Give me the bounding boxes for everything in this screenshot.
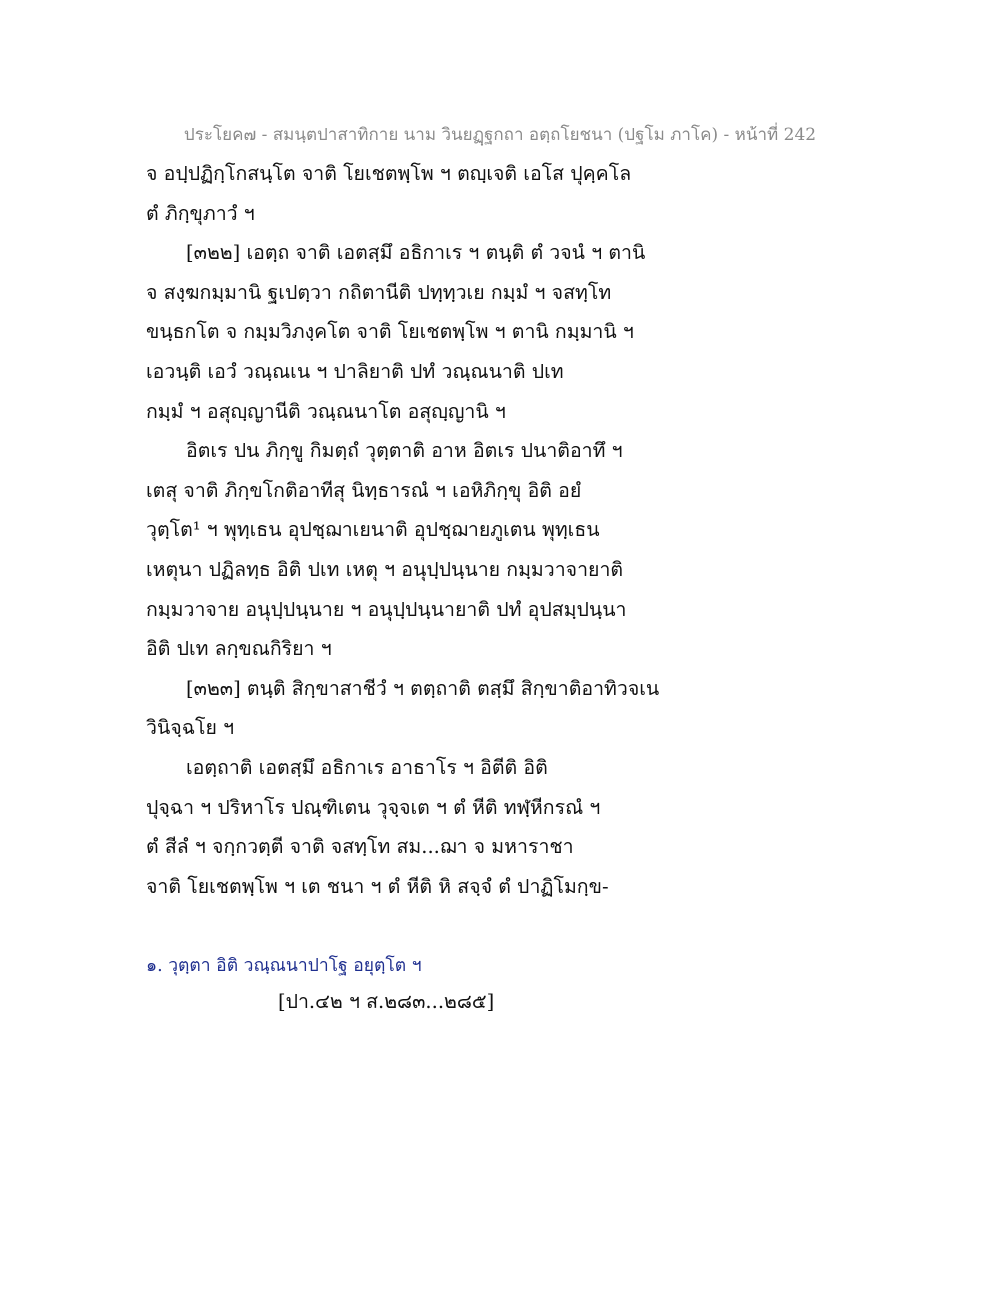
text-line: เหตุนา ปฏิลทฺธ อิติ ปเท เหตุ ฯ อนุปฺปนฺนาย กมฺมวาจายาติ <box>146 557 624 581</box>
text-line: วุตฺโต¹ ฯ พุทฺเธน อุปชฺฌาเยนาติ อุปชฺฌายภูเตน พุทฺเธน <box>146 518 600 542</box>
text-line: กมฺมวาจาย อนุปฺปนฺนาย ฯ อนุปฺปนฺนายาติ ปทํ อุปสมฺปนฺนา <box>146 597 627 621</box>
text-line: จ อปฺปฏิกฺโกสนฺโต จาติ โยเชตพฺโพ ฯ ตญฺเจติ เอโส ปุคฺคโล <box>146 162 632 185</box>
main-text <box>146 154 706 906</box>
text-line: ตํ ภิกฺขุภาวํ ฯ <box>146 201 255 225</box>
text-line: เตสุ จาติ ภิกฺขโกติอาทีสุ นิทฺธารณํ ฯ เอหิภิกฺขุ อิติ อยํ <box>146 478 582 502</box>
paragraph-start: เอตฺถาติ เอตสฺมึ อธิกาเร อาธาโร ฯ อิตีติ อิติ <box>186 755 548 779</box>
text-line: อิติ ปเท ลกฺขณกิริยา ฯ <box>146 637 332 661</box>
paragraph-323-start: [๓๒๓] ตนฺติ สิกฺขาสาชีวํ ฯ ตตฺถาติ ตสฺมึ สิกฺขาติอาทิวจเน <box>186 676 660 700</box>
paragraph-322-start: [๓๒๒] เอตฺถ จาติ เอตสฺมึ อธิกาเร ฯ ตนฺติ ตํ วจนํ ฯ ตานิ <box>186 241 646 265</box>
footnote-section <box>146 950 746 1022</box>
text-line: กมฺมํ ฯ อสุญฺญานีติ วณฺณนาโต อสุญฺญานิ ฯ <box>146 399 506 423</box>
text-line: ตํ สีลํ ฯ จกฺกวตฺตี จาติ จสทฺโท สม...ฌา จ มหาราชา <box>146 835 574 859</box>
text-line: จ สงฺฆกมฺมานิ ฐเปตฺวา กถิตานีติ ปทฺทฺวเย กมฺมํ ฯ จสทฺโท <box>146 280 612 304</box>
text-line: จาติ โยเชตพฺโพ ฯ เต ชนา ฯ ตํ หีติ หิ สจฺจํ ตํ ปาฏิโมกฺข- <box>146 874 609 898</box>
footnote-1: ๑. วุตฺตา อิติ วณฺณนาปาโฐ อยุตฺโต ฯ <box>146 956 422 976</box>
text-line: ปุจฺฉา ฯ ปริหาโร ปณฺฑิเตน วุจฺจเต ฯ ตํ หีติ ทฬฺหีกรณํ ฯ <box>146 795 601 819</box>
text-line: เอวนฺติ เอวํ วณฺณเน ฯ ปาลิยาติ ปทํ วณฺณนาติ ปเท <box>146 359 564 383</box>
page-reference: [ปา.๔๒ ฯ ส.๒๘๓...๒๘๕] <box>278 990 495 1013</box>
text-line: ขนฺธกโต จ กมฺมวิภงฺคโต จาติ โยเชตพฺโพ ฯ ตานิ กมฺมานิ ฯ <box>146 320 634 344</box>
text-line: วินิจฺฉโย ฯ <box>146 716 235 740</box>
running-header: ประโยค๗ - สมนฺตปาสาทิกาย นาม วินยฏฺฐกถา อตฺถโยชนา (ปฐโม ภาโค) - หน้าที่ 242 <box>183 125 817 145</box>
paragraph-start: อิตเร ปน ภิกฺขู กิมตฺถํ วุตฺตาติ อาห อิตเร ปนาติอาทึ ฯ <box>186 439 623 463</box>
